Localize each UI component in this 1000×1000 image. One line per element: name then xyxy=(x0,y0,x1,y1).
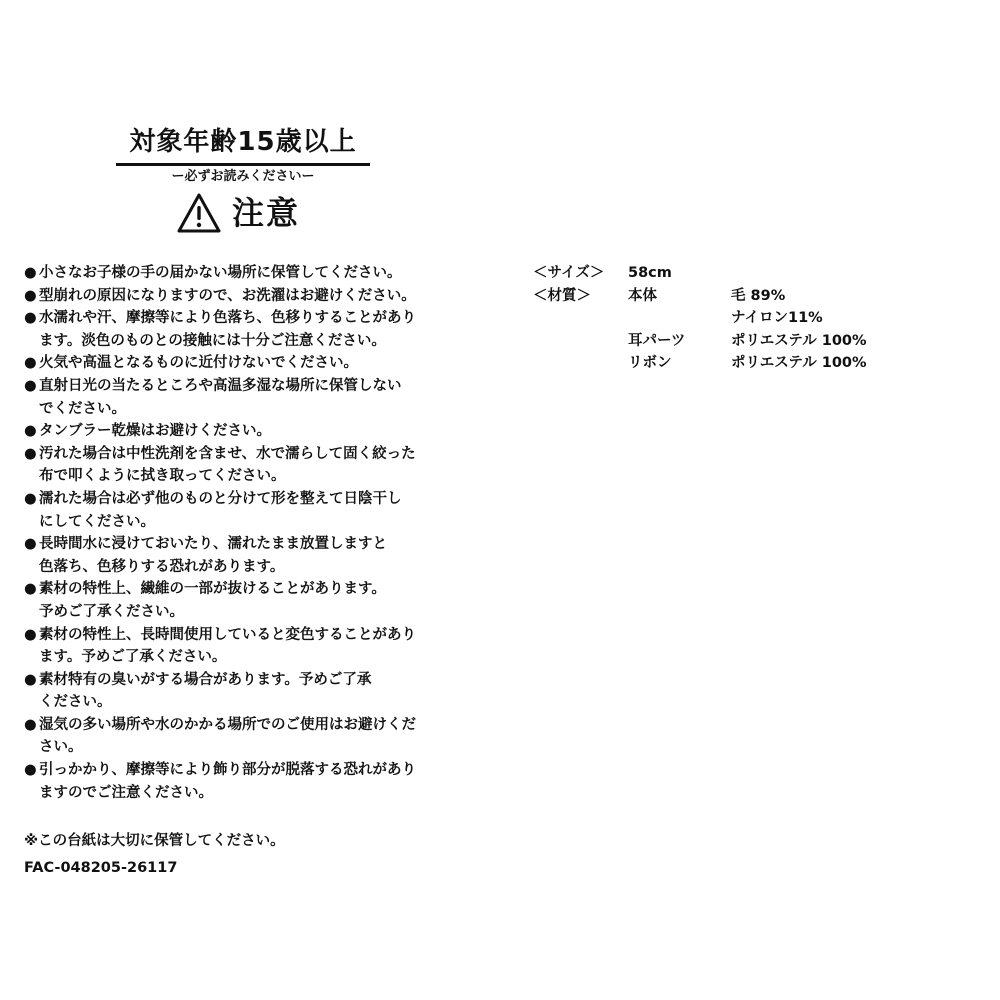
bullet: ● xyxy=(24,716,37,733)
bullet: ● xyxy=(24,490,37,507)
product-code: FAC-048205-26117 xyxy=(24,860,178,876)
caution-text: 直射日光の当たるところや高温多湿な場所に保管しない xyxy=(39,377,402,394)
caution-item xyxy=(24,578,484,623)
caution-item xyxy=(24,443,484,488)
caution-text: 素材の特性上、繊維の一部が抜けることがあります。 xyxy=(39,581,386,598)
bullet: ● xyxy=(24,355,37,372)
bullet: ● xyxy=(24,423,37,440)
caution-item xyxy=(24,533,484,578)
warning-triangle-icon xyxy=(176,192,222,234)
caution-text-cont: ます。予めご了承ください。 xyxy=(39,649,227,666)
caution-text-cont: ます。淡色のものとの接触には十分ご注意ください。 xyxy=(39,332,386,349)
caution-text: 湿気の多い場所や水のかかる場所でのご使用はお避けくだ xyxy=(39,716,416,733)
caution-heading xyxy=(176,190,300,236)
caution-item xyxy=(24,624,484,669)
size-label: ＜サイズ＞ xyxy=(533,265,605,281)
caution-text-cont: ください。 xyxy=(39,694,112,711)
caution-item xyxy=(24,488,484,533)
caution-text: 素材の特性上、長時間使用していると変色することがあり xyxy=(39,626,416,643)
caution-text-cont: さい。 xyxy=(39,739,83,756)
bullet: ● xyxy=(24,536,37,553)
caution-text: 引っかかり、摩擦等により飾り部分が脱落する恐れがあり xyxy=(39,762,416,779)
caution-text: 型崩れの原因になりますので、お洗濯はお避けください。 xyxy=(39,287,416,304)
caution-list xyxy=(24,262,484,804)
bullet: ● xyxy=(24,310,37,327)
bullet: ● xyxy=(24,581,37,598)
caution-item xyxy=(24,285,484,308)
caution-text: 濡れた場合は必ず他のものと分けて形を整えて日陰干し xyxy=(39,490,402,507)
caution-text: 小さなお子様の手の届かない場所に保管してください。 xyxy=(39,265,402,281)
caution-text-cont: 予めご了承ください。 xyxy=(39,603,184,620)
caution-text-cont: 色落ち、色移りする恐れがあります。 xyxy=(39,558,285,575)
age-rating-title: 対象年齢15歳以上 xyxy=(129,127,357,157)
caution-item xyxy=(24,714,484,759)
caution-item xyxy=(24,420,484,443)
bullet: ● xyxy=(24,762,37,779)
material-part: 耳パーツ xyxy=(628,332,686,349)
storage-note: ※この台紙は大切に保管してください。 xyxy=(24,833,285,849)
caution-text: 長時間水に浸けておいたり、濡れたまま放置しますと xyxy=(39,536,387,553)
caution-item xyxy=(24,375,484,420)
caution-text-cont: でください。 xyxy=(39,400,126,417)
caution-text: 汚れた場合は中性洗剤を含ませ、水で濡らして固く絞った xyxy=(39,445,416,462)
caution-text: 水濡れや汗、摩擦等により色落ち、色移りすることがあり xyxy=(39,310,416,327)
bullet: ● xyxy=(24,626,37,643)
material-value: ナイロン11% xyxy=(731,310,823,327)
bullet: ● xyxy=(24,445,37,462)
bullet: ● xyxy=(24,671,37,688)
caution-item xyxy=(24,669,484,714)
caution-item xyxy=(24,759,484,804)
material-label: ＜材質＞ xyxy=(533,287,591,304)
bullet: ● xyxy=(24,377,37,394)
caution-item xyxy=(24,352,484,375)
caution-text: タンブラー乾燥はお避けください。 xyxy=(39,423,271,440)
bullet: ● xyxy=(24,287,37,304)
caution-item xyxy=(24,307,484,352)
caution-text: 火気や高温となるものに近付けないでください。 xyxy=(39,355,358,372)
read-notice: ー必ずお読みくださいー xyxy=(171,169,315,184)
material-value: ポリエステル 100% xyxy=(731,332,867,349)
caution-text: 素材特有の臭いがする場合があります。予めご了承 xyxy=(39,671,372,688)
caution-word: 注意 xyxy=(232,194,301,232)
caution-text-cont: ますのでご注意ください。 xyxy=(39,784,213,801)
material-value: ポリエステル 100% xyxy=(731,355,867,372)
caution-text-cont: 布で叩くように拭き取ってください。 xyxy=(39,468,286,485)
caution-text-cont: にしてください。 xyxy=(39,513,155,530)
material-part: リボン xyxy=(628,355,672,372)
material-value: 毛 89% xyxy=(731,287,786,304)
caution-item xyxy=(24,262,484,285)
bullet: ● xyxy=(24,265,37,281)
material-part: 本体 xyxy=(628,287,657,304)
size-value: 58cm xyxy=(628,265,672,281)
